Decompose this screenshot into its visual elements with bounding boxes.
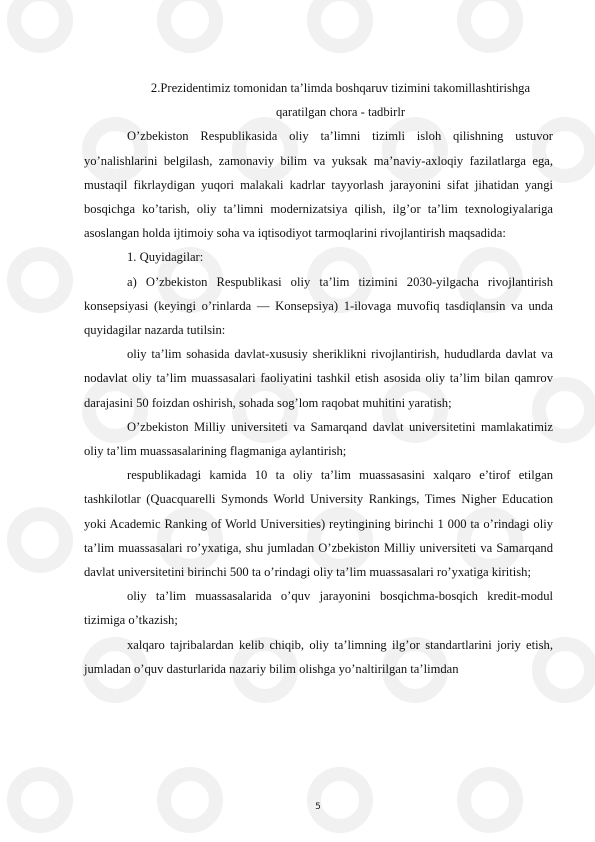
paragraph-item-1: 1. Quyidagilar:	[127, 250, 204, 265]
paragraph-bullet-3: respublikadagi kamida 10 ta oliy ta’lim muassasasini xalqaro e’tirof etilgan tashkilotlar (Quacquarelli Symonds World University Rankings, Times Nigher Education yoki Academic Ranking of World Universities) reytingining birinchi 1 000 ta o’rindagi oliy ta’lim muassasalari ro’yxatiga, shu jumladan O’zbekiston Milliy universiteti va Samarqand davlat universitetini birinchi 500 ta o’rindagi oliy ta’lim muassasalari ro’yxatiga kiritish;	[84, 468, 553, 580]
section-heading: 2.Prezidentimiz tomonidan ta’limda boshqaruv tizimini takomillashtirishga qaratilgan chora - tadbirlr	[150, 81, 531, 120]
paragraph-bullet-4: oliy ta’lim muassasalarida o’quv jarayonini bosqichma-bosqich kredit-modul tizimiga o’tkazish;	[84, 589, 553, 628]
document-body	[84, 76, 553, 681]
paragraph-bullet-5: xalqaro tajribalardan kelib chiqib, oliy ta’limning ilg’or standartlarini joriy etish, jumladan o’quv dasturlarida nazariy bilim olishga yo’naltirilgan ta’limdan	[84, 637, 553, 676]
paragraph-bullet-1: oliy ta’lim sohasida davlat-xususiy sheriklikni rivojlantirish, hududlarda davlat va nodavlat oliy ta’lim muassasalari faoliyatini tashkil etish asosida oliy ta’lim bilan qamrov darajasini 50 foizdan oshirish, sohada sog’lom raqobat muhitini yaratish;	[84, 347, 553, 410]
paragraph-bullet-2: O’zbekiston Milliy universiteti va Samarqand davlat universitetini mamlakatimiz oliy ta’lim muassasalarining flagmaniga aylantirish;	[84, 419, 553, 459]
paragraph-item-a: a) O’zbekiston Respublikasi oliy ta’lim tizimini 2030-yilgacha rivojlantirish konsepsiyasi (keyingi o’rinlarda — Konsepsiya) 1-ilovaga muvofiq tasdiqlansin va unda quyidagilar nazarda tutilsin:	[84, 274, 553, 338]
paragraph-intro: O’zbekiston Respublikasida oliy ta’limni tizimli isloh qilishning ustuvor yo’nalishlarini belgilash, zamonaviy bilim va yuksak ma’naviy-axloqiy fazilatlarga ega, mustaqil fikrlaydigan yuqori malakali kadrlar tayyorlash jarayonini sifat jihatidan yangi bosqichga ko’tarish, oliy ta’limni modernizatsiya qilish, ilg’or ta’lim texnologiyalariga asoslangan holda ijtimoiy soha va iqtisodiyot tarmoqlarini rivojlantirish maqsadida:	[84, 129, 553, 241]
page-number: 5	[315, 802, 321, 812]
